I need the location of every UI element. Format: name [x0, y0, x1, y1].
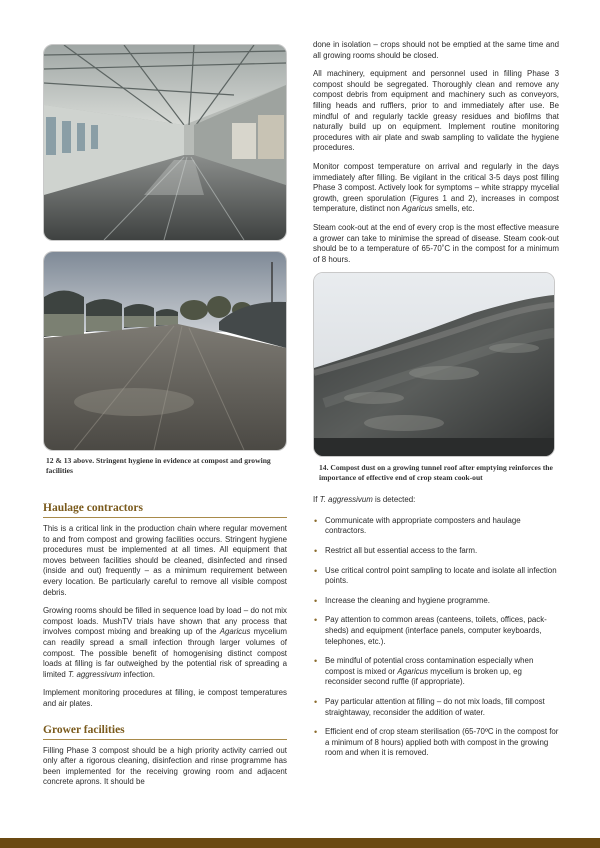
detection-actions-list	[313, 516, 559, 759]
paragraph-haulage-3: Implement monitoring procedures at filling, ie compost temperatures and air plates.	[43, 688, 287, 708]
list-item: • Pay particular attention at filling – do not mix loads, fill compost straightaway, reconsider the addition of water.	[314, 697, 545, 717]
paragraph-right-2: Monitor compost temperature on arrival and regularly in the days immediately after filling. Be vigilant in the critical 3-5 days post filling Phase 3 compost. Actively look for symptoms – white strappy mycelial growth, green sporulation (Figures 1 and 2), increases in compost temperature, distinct non Agaricus smells, etc.	[313, 161, 559, 214]
list-item: • Restrict all but essential access to the farm.	[314, 546, 478, 557]
bullet-icon: •	[314, 565, 318, 576]
caption-photo-14: 14. Compost dust on a growing tunnel roof after emptying reinforces the importance of effective end of crop steam cook-out	[319, 463, 553, 482]
paragraph-haulage-1: This is a critical link in the production chain where regular movement to and from compost and growing facilities occurs. Stringent hygiene procedures must be implemented at all times. All equipment that moves between facilities should be cleaned, disinfected and rinsed (inside and out) frequently – as a minimum requirement between every location. Be particularly careful to remove all visible compost debris.	[43, 524, 287, 597]
bullet-icon: •	[314, 595, 318, 606]
paragraph-right-0: done in isolation – crops should not be emptied at the same time and all growing rooms should be closed.	[313, 40, 559, 60]
bullet-icon: •	[314, 515, 318, 526]
list-item: • Increase the cleaning and hygiene programme.	[314, 595, 490, 606]
list-item: • Use critical control point sampling to locate and isolate all infection points.	[314, 565, 557, 586]
facility-interior-image	[44, 45, 286, 240]
bullet-icon: •	[314, 697, 318, 707]
paragraph-right-1: All machinery, equipment and personnel used in filling Phase 3 compost should be segregated. Thoroughly clean and remove any compost debris from equipment and machinery such as conveyors, filling heads and rufflers, prior to and immediately after use. Be mindful of and regularly tackle greasy residues and biofilms that naturally build up on equipment. Implement routine monitoring procedures with air plate and swab sampling to validate the hygiene procedures.	[313, 69, 559, 153]
heading-grower-facilities: Grower facilities	[43, 724, 287, 740]
list-item: • Communicate with appropriate composters and haulage contractors.	[314, 515, 521, 536]
paragraph-right-3: Steam cook-out at the end of every crop is the most effective measure a grower can take to minimise the spread of disease. Steam cook-out should be to a temperature of 65-70˚C in the compost for a minimum of 8 hours.	[313, 222, 559, 264]
tunnels-exterior-image	[44, 252, 286, 450]
bullet-icon: •	[314, 615, 318, 626]
photo-tunnel-roof-compost-dust	[313, 272, 555, 457]
photo-growing-tunnels-exterior	[43, 251, 287, 451]
right-column	[313, 40, 559, 768]
detected-intro: If T. aggressivum is detected:	[313, 495, 416, 505]
list-item: • Pay attention to common areas (canteens, toilets, offices, pack-sheds) and equipment (interface panels, computer keyboards, telephones, etc.).	[314, 615, 547, 646]
footer-bar	[0, 838, 600, 848]
bullet-icon: •	[314, 546, 318, 557]
paragraph-haulage-2: Growing rooms should be filled in sequence load by load – do not mix compost loads. MushTV trials have shown that any process that involves compost mixing and breaking up of the Agaricus mycelium can readily spread a small infection through larger volumes of compost. The possible benefit of homogenising distinct compost loads at filling is far outweighed by the potential risk of spreading a limited T. aggressivum infection.	[43, 606, 287, 679]
bullet-icon: •	[314, 656, 318, 667]
caption-photos-12-13: 12 & 13 above. Stringent hygiene in evidence at compost and growing facilities	[46, 456, 271, 475]
heading-haulage-contractors: Haulage contractors	[43, 502, 287, 518]
photo-compost-facility-interior	[43, 44, 287, 241]
bullet-icon: •	[314, 727, 318, 738]
tunnel-roof-image	[314, 273, 554, 456]
paragraph-grower-1: Filling Phase 3 compost should be a high priority activity carried out only after a rigorous cleaning, disinfection and rinse programme has been implemented for the receiving growing room and adjacent concrete aprons. It should be	[43, 745, 287, 787]
list-item: • Efficient end of crop steam sterilisation (65-70ºC in the compost for a minimum of 8 hours) applied both with compost in the growing room and when it is removed.	[314, 727, 559, 758]
list-item: • Be mindful of potential cross contamination especially when compost is mixed or Agaricus mycelium is broken up, eg reconsider second ruffle (if appropriate).	[314, 656, 534, 687]
left-column	[43, 44, 287, 796]
